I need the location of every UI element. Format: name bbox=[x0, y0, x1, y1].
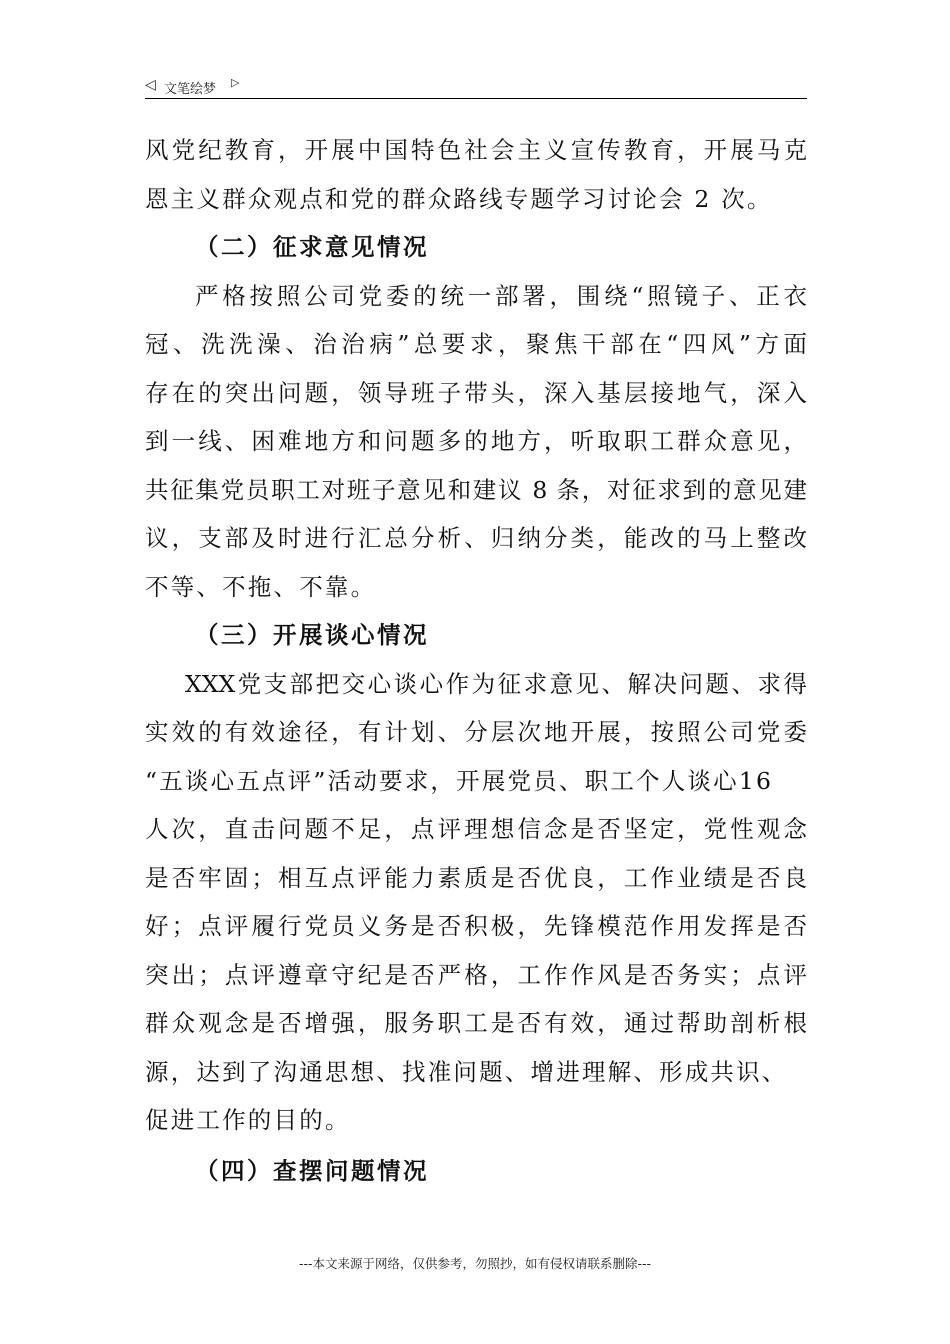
body-line: 突出；点评遵章守纪是否严格，工作作风是否务实；点评 bbox=[145, 960, 807, 989]
body-line: 到一线、困难地方和问题多的地方，听取职工群众意见， bbox=[145, 427, 807, 455]
footer-notice: ---本文来源于网络，仅供参考，勿照抄，如有侵权请联系删除--- bbox=[298, 1256, 652, 1271]
section-heading: （二）征求意见情况 bbox=[195, 233, 429, 261]
section-heading: （三）开展谈心情况 bbox=[195, 621, 429, 649]
body-line: 人次，直击问题不足，点评理想信念是否坚定，党性观念 bbox=[145, 815, 807, 843]
body-line: 恩主义群众观点和党的群众路线专题学习讨论会 2 次。 bbox=[145, 184, 773, 213]
page-header bbox=[145, 74, 807, 99]
body-line: 群众观念是否增强，服务职工是否有效，通过帮助剖析根 bbox=[145, 1009, 807, 1037]
body-line: 共征集党员职工对班子意见和建议 8 条，对征求到的意见建 bbox=[145, 475, 807, 504]
body-line: 实效的有效途径，有计划、分层次地开展，按照公司党委 bbox=[145, 718, 807, 746]
body-line: 源，达到了沟通思想、找准问题、增进理解、形成共识、 bbox=[145, 1057, 788, 1086]
body-line: 议，支部及时进行汇总分析、归纳分类，能改的马上整改 bbox=[145, 524, 807, 552]
body-line: 存在的突出问题，领导班子带头，深入基层接地气，深入 bbox=[145, 378, 807, 407]
triangle-right-icon: ▷ bbox=[231, 76, 240, 89]
body-line: 是否牢固；相互点评能力素质是否优良，工作业绩是否良 bbox=[145, 863, 807, 892]
body-line: 促进工作的目的。 bbox=[145, 1106, 351, 1134]
body-line: 风党纪教育，开展中国特色社会主义宣传教育，开展马克 bbox=[145, 136, 807, 164]
body-line: 不等、不拖、不靠。 bbox=[145, 572, 377, 601]
body-line: 好；点评履行党员义务是否积极，先锋模范作用发挥是否 bbox=[145, 912, 807, 940]
body-line: “五谈心五点评”活动要求，开展党员、职工个人谈心16 bbox=[145, 766, 774, 795]
body-line: XXX党支部把交心谈心作为征求意见、解决问题、求得 bbox=[185, 669, 807, 698]
triangle-left-icon: ◁ bbox=[145, 77, 156, 93]
section-heading: （四）查摆问题情况 bbox=[195, 1156, 429, 1185]
body-line: 冠、洗洗澡、治治病”总要求，聚焦干部在“四风”方面 bbox=[145, 330, 807, 358]
header-brand: 文笔绘梦 bbox=[164, 82, 217, 97]
body-line: 严格按照公司党委的统一部署，围绕“照镜子、正衣 bbox=[195, 281, 807, 310]
document-body bbox=[145, 126, 807, 1195]
